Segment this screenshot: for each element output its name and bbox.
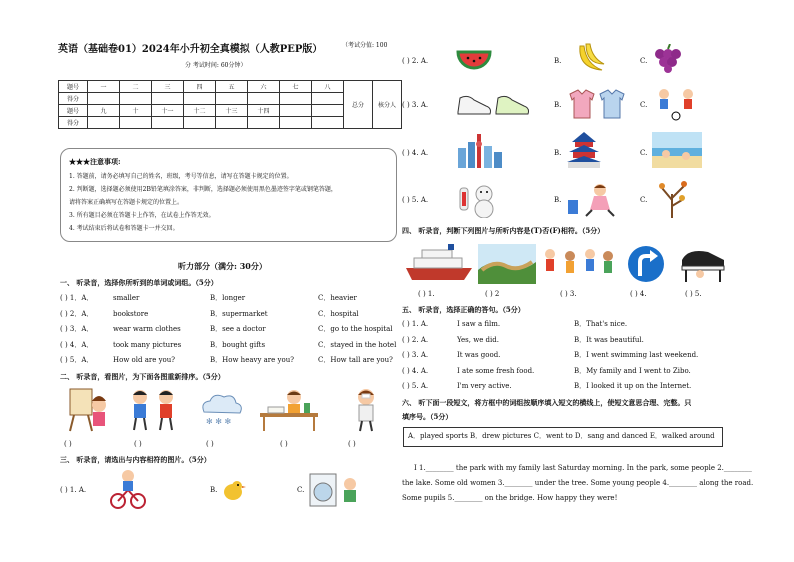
option-a: Yes, we did. — [457, 336, 499, 344]
question-number: ( ) 1. A. — [60, 486, 87, 494]
option-a: bookstore — [113, 310, 149, 318]
page-title: 英语（基础卷01）2024年小升初全真模拟（人教PEP版） — [58, 44, 323, 55]
option-a: smaller — [113, 294, 140, 302]
option-c: C. — [640, 57, 648, 65]
score-cell: 二 — [120, 81, 152, 93]
option-b: B．bought gifts — [210, 341, 266, 349]
score-cell: 得分 — [59, 93, 88, 105]
word-bank-options: A．played sports B．drew pictures C．went to D．sang and danced E．walked around — [408, 432, 715, 440]
option-b: B. — [210, 486, 218, 494]
section6-title-cont: 填序号。（5分） — [402, 412, 453, 421]
order-blank[interactable]: ( ) — [64, 440, 72, 448]
option-c: C. — [640, 196, 648, 204]
option-a: How old are you? — [113, 356, 176, 364]
boy-studying-picture — [258, 385, 320, 433]
question-number: ( ) 5. A. — [402, 196, 429, 204]
score-note: （考试分值: 100 — [342, 42, 388, 49]
score-table — [58, 80, 402, 129]
sneakers-picture — [456, 88, 532, 120]
girl-reading-picture — [566, 182, 618, 218]
option-b: B．It was beautiful. — [574, 336, 644, 344]
bird-picture — [220, 476, 246, 506]
piano-picture — [678, 244, 730, 284]
notes-heading: ★★★注意事项: — [69, 157, 121, 166]
girl-painting-picture — [66, 385, 110, 433]
question-number: ( ) 3. A. — [402, 101, 429, 109]
question-number: ( ) 4．A． — [60, 341, 94, 349]
city-skyline-picture — [456, 132, 504, 168]
section6-title: 六、 听下面一段短文，将方框中的词组按顺序填入短文的横线上，使短文意思合理、完整。只 — [402, 398, 692, 407]
tf-blank[interactable]: ( ) 2 — [485, 290, 500, 298]
option-b: B. — [554, 149, 562, 157]
score-cell: 题号 — [59, 105, 88, 117]
option-b: B．My family and I went to Zibo. — [574, 367, 691, 375]
question-number: ( ) 3．A． — [60, 325, 94, 333]
reviewer-cell: 核分人 — [373, 81, 402, 129]
snowman-picture — [458, 182, 498, 218]
note-item: 4. 考试结束后将试卷和答题卡一并交回。 — [69, 225, 179, 232]
listening-title: 听力部分（满分: 30分） — [178, 261, 267, 271]
total-cell: 总分 — [344, 81, 373, 129]
tf-blank[interactable]: ( ) 1. — [418, 290, 435, 298]
notes-box — [60, 148, 397, 242]
question-number: ( ) 2. A. — [402, 336, 429, 344]
cruise-ship-picture — [404, 244, 474, 284]
option-c: C．stayed in the hotel — [318, 341, 397, 349]
option-b: B．How heavy are you? — [210, 356, 294, 364]
passage-line: I 1.________ the park with my family last Saturday morning. In the park, some people 2.________ — [414, 464, 752, 472]
option-b: B．I went swimming last weekend. — [574, 351, 699, 359]
kids-soccer-picture — [652, 86, 702, 122]
option-a: I ate some fresh food. — [457, 367, 535, 375]
option-b: B. — [554, 196, 562, 204]
option-c: C．How tall are you? — [318, 356, 393, 364]
grapes-picture — [652, 44, 686, 74]
score-cell: 十二 — [184, 105, 216, 117]
order-blank[interactable]: ( ) — [280, 440, 288, 448]
option-b: B．longer — [210, 294, 246, 302]
word-bank-box — [403, 427, 723, 447]
beach-picture — [652, 132, 702, 168]
option-a: I saw a film. — [457, 320, 501, 328]
question-number: ( ) 1．A． — [60, 294, 94, 302]
note-item: 3. 所有题目必须在答题卡上作答，在试卷上作答无效。 — [69, 212, 215, 219]
score-cell: 五 — [216, 81, 248, 93]
watermelon-picture — [456, 42, 492, 76]
question-number: ( ) 4. A. — [402, 149, 429, 157]
option-b: B．That's nice. — [574, 320, 628, 328]
temple-of-heaven-picture — [566, 130, 602, 170]
bike-boy-picture — [110, 468, 146, 510]
question-number: ( ) 1. A. — [402, 320, 429, 328]
section1-title: 一、 听录音，选择你所听到的单词或词组。（5分） — [60, 278, 218, 287]
section5-title: 五、 听录音，选择正确的答句。（5分） — [402, 305, 525, 314]
note-item: 1. 答题前，请务必填写自己的姓名，班级，考号等信息，请写在答题卡规定的位置。 — [69, 173, 293, 180]
sick-girl-picture — [346, 385, 386, 433]
score-cell: 六 — [248, 81, 280, 93]
question-number: ( ) 2．A． — [60, 310, 94, 318]
note-item: 请将答案正确填写在答题卡规定的位置上。 — [69, 199, 184, 206]
option-b: B．see a doctor — [210, 325, 266, 333]
question-number: ( ) 5. A. — [402, 382, 429, 390]
option-c: C．heavier — [318, 294, 357, 302]
autumn-tree-picture — [652, 178, 694, 220]
option-c: C．hospital — [318, 310, 359, 318]
snow-cloud-picture — [196, 390, 246, 430]
order-blank[interactable]: ( ) — [348, 440, 356, 448]
option-a: I'm very active. — [457, 382, 512, 390]
tf-blank[interactable]: ( ) 5. — [685, 290, 702, 298]
passage-line: the lake. Some old women 3.________ under the tree. Some young people 4.________ along the road. — [402, 479, 754, 487]
score-cell: 三 — [152, 81, 184, 93]
option-c: C．go to the hospital — [318, 325, 393, 333]
banana-picture — [574, 40, 606, 76]
svg-text:✻ ✻ ✻: ✻ ✻ ✻ — [206, 417, 232, 426]
section4-title: 四、 听录音，判断下列图片与所听内容是(T)否(F)相符。（5分） — [402, 226, 605, 235]
question-number: ( ) 3. A. — [402, 351, 429, 359]
option-c: C. — [640, 149, 648, 157]
time-line: 分 考试时间: 60分钟） — [185, 62, 247, 69]
order-blank[interactable]: ( ) — [134, 440, 142, 448]
shirts-picture — [566, 88, 630, 120]
section3-title: 三、 听录音，请选出与内容相符的图片。（5分） — [60, 455, 211, 464]
score-cell: 一 — [88, 81, 120, 93]
score-cell: 八 — [312, 81, 344, 93]
passage-line: Some pupils 5.________ on the bridge. How happy they were! — [402, 494, 618, 502]
tf-blank[interactable]: ( ) 4. — [630, 290, 647, 298]
score-cell: 十四 — [248, 105, 280, 117]
option-a: took many pictures — [113, 341, 182, 349]
option-c: C. — [297, 486, 305, 494]
two-kids-picture — [126, 385, 182, 433]
note-item: 2. 判断题，选择题必须使用2B铅笔填涂答案，非判断，选择题必须使用黑色墨迹签字笔或钢笔答题， — [69, 186, 337, 193]
option-b: B. — [554, 101, 562, 109]
score-cell: 七 — [280, 81, 312, 93]
score-cell: 十一 — [152, 105, 184, 117]
question-number: ( ) 4. A. — [402, 367, 429, 375]
order-blank[interactable]: ( ) — [206, 440, 214, 448]
question-number: ( ) 2. A. — [402, 57, 429, 65]
option-c: C. — [640, 101, 648, 109]
score-cell: 四 — [184, 81, 216, 93]
runners-picture — [538, 244, 618, 284]
tf-blank[interactable]: ( ) 3. — [560, 290, 577, 298]
option-b: B．I looked it up on the Internet. — [574, 382, 692, 390]
score-cell: 十 — [120, 105, 152, 117]
option-b: B. — [554, 57, 562, 65]
score-cell: 十三 — [216, 105, 248, 117]
score-cell: 九 — [88, 105, 120, 117]
washing-machine-picture — [308, 470, 364, 510]
option-a: It was good. — [457, 351, 501, 359]
great-wall-picture — [478, 244, 536, 284]
option-b: B．supermarket — [210, 310, 268, 318]
option-a: wear warm clothes — [113, 325, 181, 333]
section2-title: 二、 听录音，看图片，为下面各图重新排序。（5分） — [60, 372, 225, 381]
score-cell: 题号 — [59, 81, 88, 93]
question-number: ( ) 5．A． — [60, 356, 94, 364]
turn-right-sign-picture — [626, 244, 666, 284]
score-cell: 得分 — [59, 117, 88, 129]
